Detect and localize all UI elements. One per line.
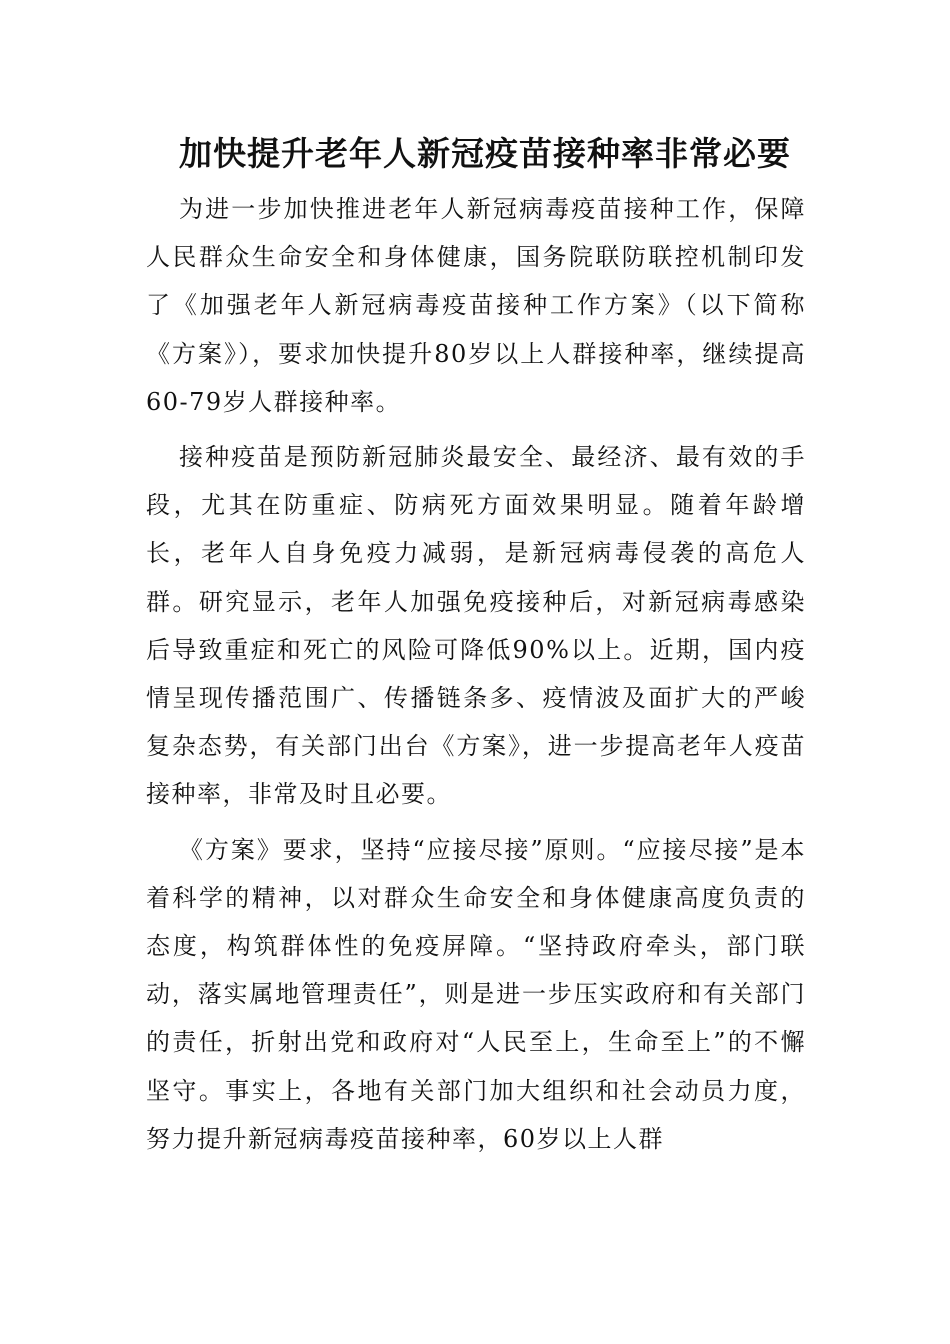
- paragraph-1: 为进一步加快推进老年人新冠病毒疫苗接种工作，保障人民群众生命安全和身体健康，国务院联防联控机制印发了《加强老年人新冠病毒疫苗接种工作方案》（以下简称《方案》），要求加快提升80岁以上人群接种率，继续提高60-79岁人群接种率。: [146, 195, 806, 416]
- paragraph-2: 接种疫苗是预防新冠肺炎最安全、最经济、最有效的手段，尤其在防重症、防病死方面效果明显。随着年龄增长，老年人自身免疫力减弱，是新冠病毒侵袭的高危人群。研究显示，老年人加强免疫接种后，对新冠病毒感染后导致重症和死亡的风险可降低90%以上。近期，国内疫情呈现传播范围广、传播链条多、疫情波及面扩大的严峻复杂态势，有关部门出台《方案》，进一步提高老年人疫苗接种率，非常及时且必要。: [146, 443, 806, 809]
- paragraph-3: 《方案》要求，坚持“应接尽接”原则。“应接尽接”是本着科学的精神，以对群众生命安全和身体健康高度负责的态度，构筑群体性的免疫屏障。“坚持政府牵头，部门联动，落实属地管理责任”，则是进一步压实政府和有关部门的责任，折射出党和政府对“人民至上，生命至上”的不懈坚守。事实上，各地有关部门加大组织和社会动员力度，努力提升新冠病毒疫苗接种率，60岁以上人群: [146, 835, 806, 1153]
- document-page: [146, 128, 806, 1170]
- document-title: 加快提升老年人新冠疫苗接种率非常必要: [179, 134, 791, 173]
